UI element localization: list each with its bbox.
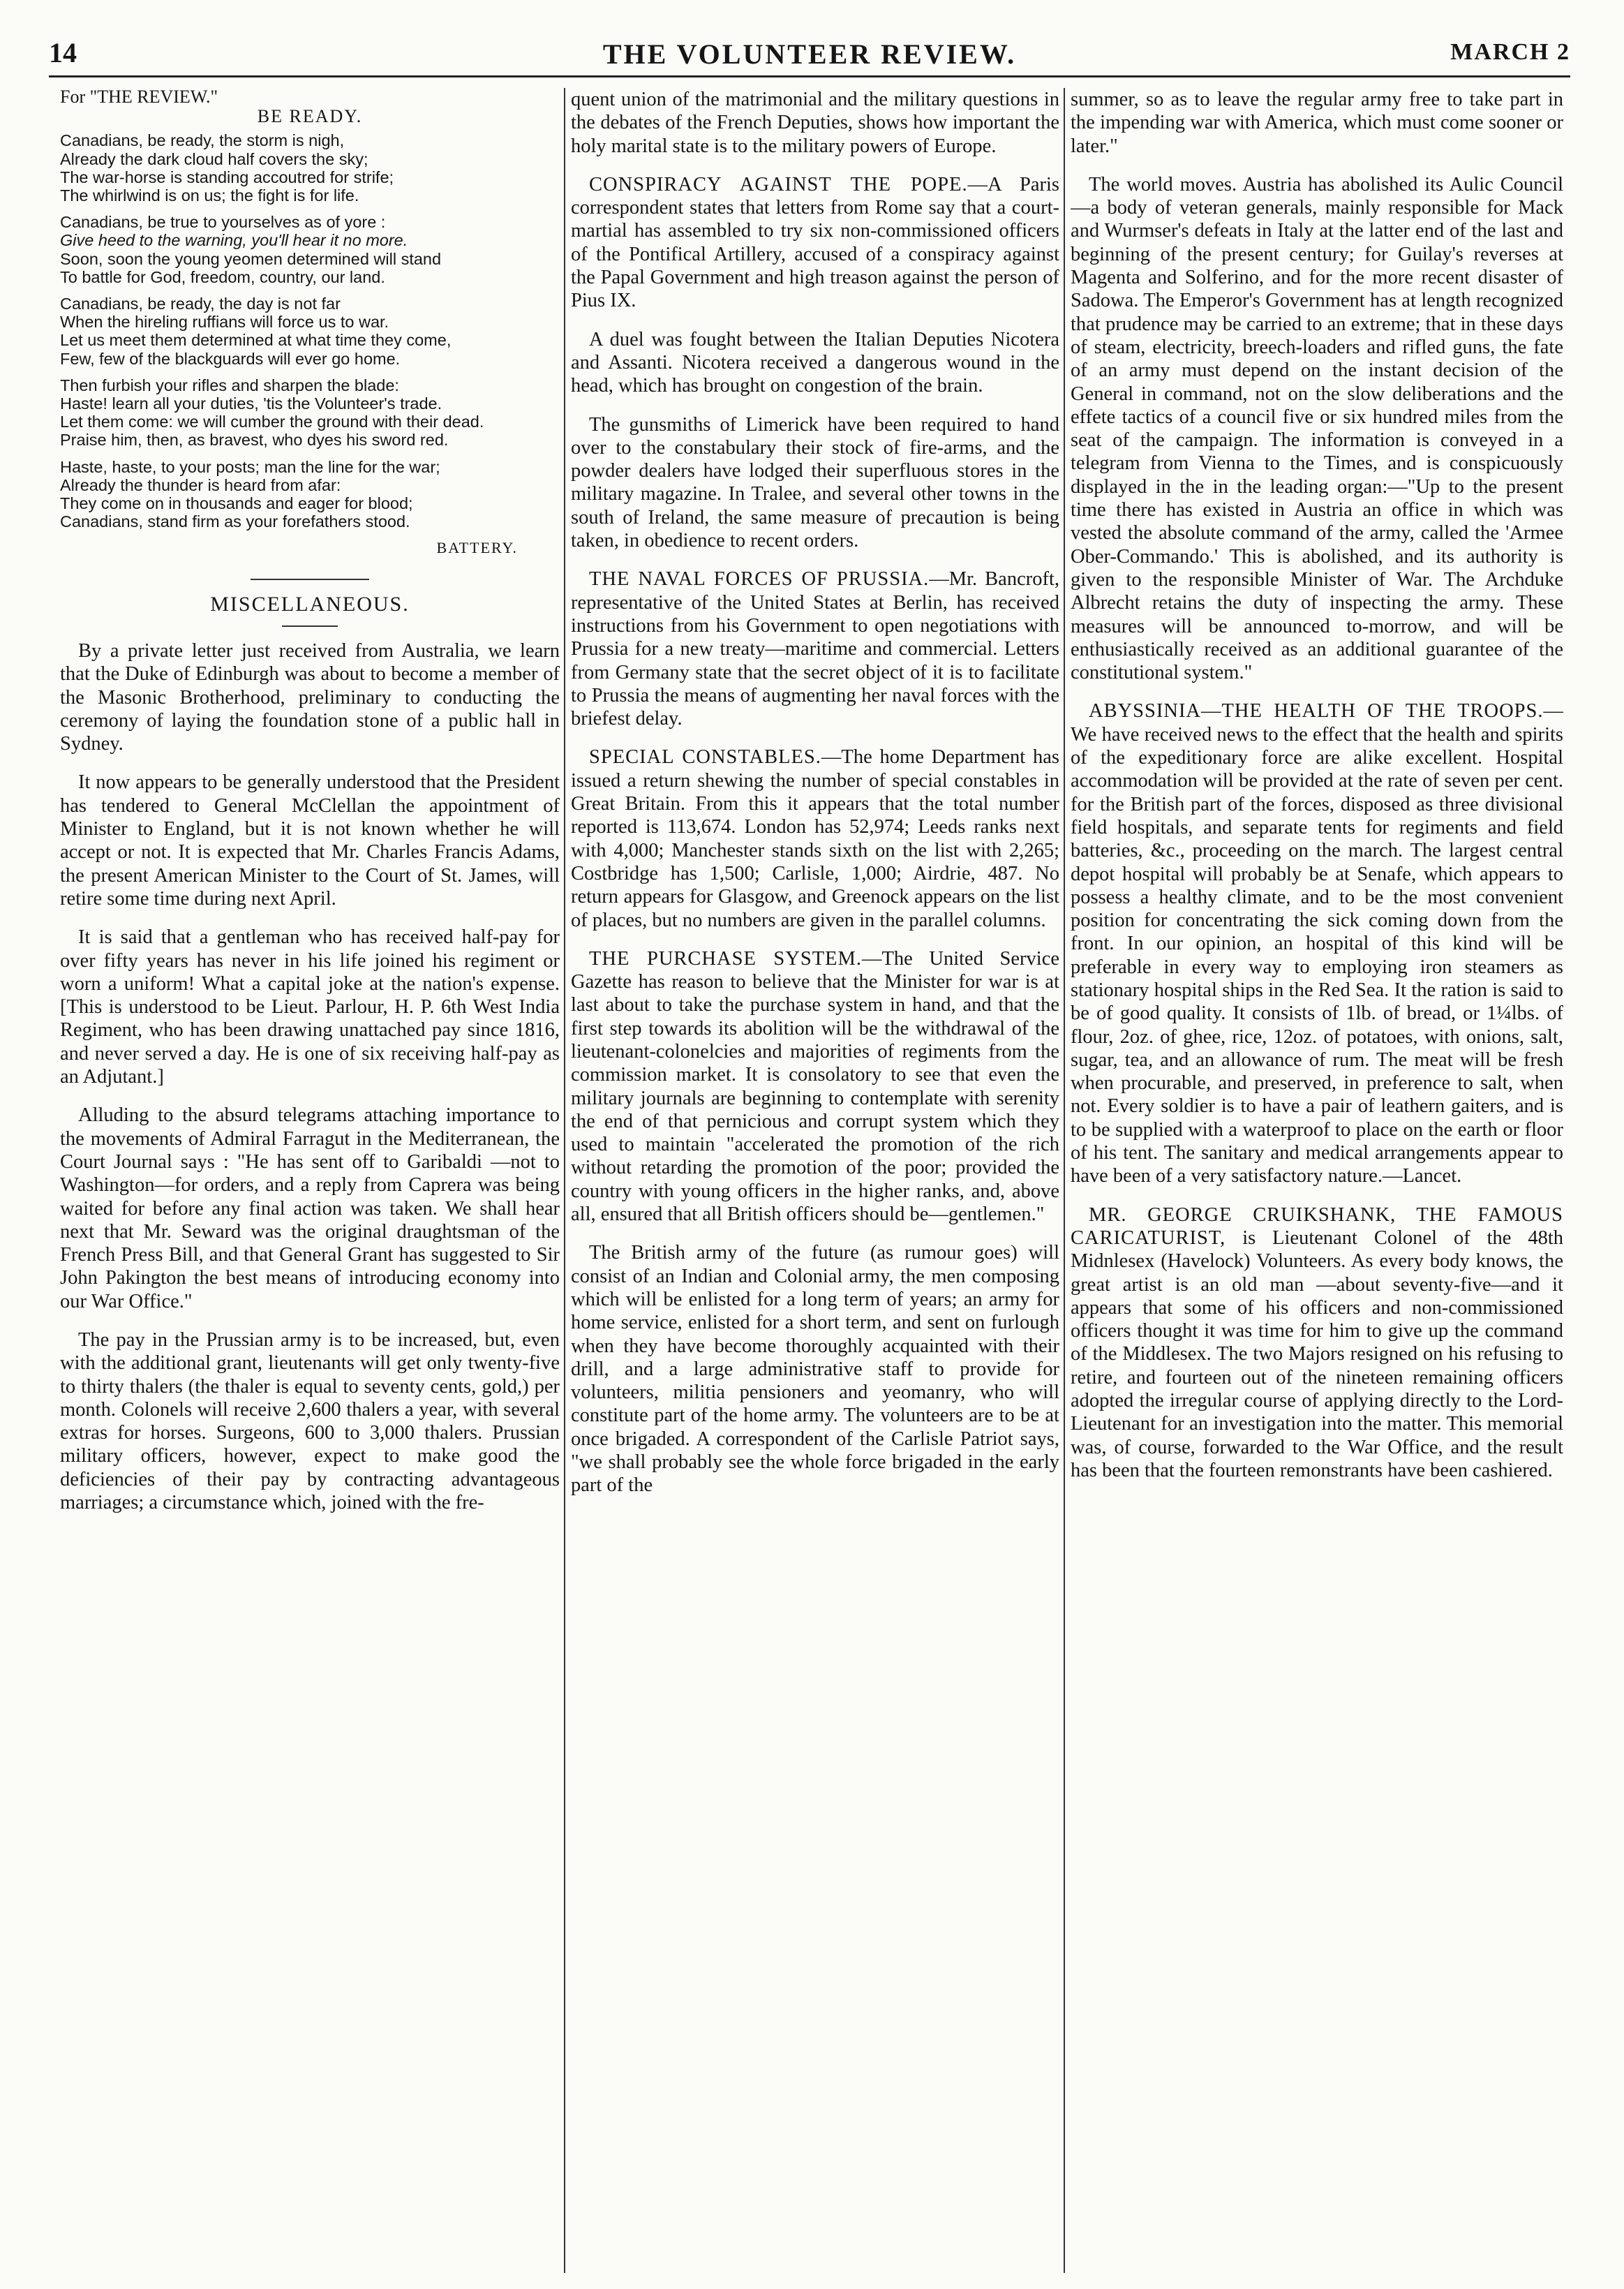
- article-item: [571, 328, 1059, 398]
- article-text: —A Paris correspondent states that letters from Rome say that a court-martial has assembled to try six non-commissioned officers of the Pontifical Artillery, accused of a conspiracy against the Papal Government and high treason against the person of Pius IX.: [571, 173, 1059, 312]
- article-text: —The home Department has issued a return shewing the number of special constables in Great Britain. From this it appears that the total number reported is 113,674. London has 52,974; Leeds ranks next with 4,000; Manchester stands sixth on the list with 2,265; Costbridge has 1,500; Carlisle, 1,000; Airdrie, 487. No return appears for Glasgow, and Greenock appears on the list of places, but no numbers are given in the parallel columns.: [571, 746, 1059, 931]
- poem-line: Praise him, then, as bravest, who dyes his sword red.: [60, 431, 449, 450]
- article-item: [571, 746, 1059, 931]
- page-number: 14: [49, 37, 77, 68]
- poem-stanza: [60, 213, 560, 286]
- poem-line: When the hireling ruffians will force us to war.: [60, 313, 389, 332]
- article-heading: SPECIAL CONSTABLES.: [589, 746, 821, 769]
- poem-stanza: [60, 458, 560, 531]
- article-text: is Lieutenant Colonel of the 48th Midnlesex (Havelock) Volunteers. As every body knows, the great artist is an old man —about seventy-five—and it appears that some of his officers and non-commissioned officers thought it was time for him to give up the command of the Middlesex. The two Majors resigned on his refusing to retire, and fourteen out of the nineteen remaining officers adopted the irregular course of applying directly to the Lord-Lieutenant for an investigation into the matter. This memorial was, of course, forwarded to the War Office, and the result has been that the fourteen remonstrants have been cashiered.: [1071, 1227, 1563, 1481]
- article-heading: CONSPIRACY AGAINST THE POPE.: [589, 173, 968, 195]
- header-rule: [49, 75, 1570, 77]
- poem-line: Let us meet them determined at what time they come,: [60, 331, 452, 350]
- article-item: [571, 413, 1059, 553]
- article-heading: THE PURCHASE SYSTEM.: [589, 947, 862, 970]
- article-paragraph: It now appears to be generally understood that the President has tendered to General McClellan the appointment of Minister to England, but it is not known whether he will accept or not. It is expected that Mr. Charles Francis Adams, the present American Minister to the Court of St. James, will retire some time during next April.: [60, 771, 560, 910]
- article-item: [571, 173, 1059, 313]
- poem-line: Haste! learn all your duties, 'tis the Volunteer's trade.: [60, 394, 442, 413]
- column-3: [1071, 88, 1563, 2269]
- article-heading: MR. GEORGE CRUIKSHANK, THE FAMOUS CARICATURIST,: [1071, 1203, 1563, 1249]
- poem-stanza: [60, 295, 560, 368]
- poem-line: The whirlwind is on us; the fight is for life.: [60, 186, 359, 205]
- column-rule-left: [564, 88, 565, 2273]
- poem-line: Already the thunder is heard from afar:: [60, 475, 341, 494]
- article-text: —Mr. Bancroft, representative of the United States at Berlin, has received instructions from his Government to open negotiations with Prussia for a new treaty—maritime and commercial. Letters from Germany state that the secret object of it is to facilitate to Prussia the means of augmenting her naval forces with the briefest delay.: [571, 568, 1059, 730]
- page-header: [49, 36, 1570, 78]
- poem-dedication: For "THE REVIEW.": [60, 88, 218, 107]
- column-rule-right: [1064, 88, 1065, 2273]
- poem-stanza: [60, 376, 560, 450]
- article-text: —We have received news to the effect that the health and spirits of the expeditionary force are alike excellent. Hospital accommodation will be provided at the rate of seven per cent. for the British part of the forces, disposed as three divisional field hospitals, and separate tents for regiments and field batteries, &c., proceeding on the march. The largest central depot hospital will probably be at Senafe, which appears to possess a healthy climate, and to be the most convenient position for concentrating the sick coming down from the front. In our opinion, an hospital of this kind will be preferable in every way to employing iron steamers as stationary hospital ships in the Red Sea. It the ration is said to be of good quality. It consists of 1lb. of bread, or 1¼lbs. of flour, 2oz. of ghee, rice, 12oz. of potatoes, with onions, salt, sugar, tea, and an allowance of rum. The meat will be fresh when procurable, and preserved, in preference to salt, when not. Every soldier is to have a pair of leathern gaiters, and is to be supplied with a waterproof to place on the earth or floor of his tent. The sanitary and medical arrangements appear to have been of a very satisfactory nature.—Lancet.: [1071, 700, 1563, 1187]
- article-heading: ABYSSINIA—THE HEALTH OF THE TROOPS.: [1089, 700, 1544, 723]
- poem-line: Let them come: we will cumber the ground with their dead.: [60, 413, 484, 431]
- poem-line: Few, few of the blackguards will ever go home.: [60, 349, 401, 368]
- poem-line: The war-horse is standing accoutred for strife;: [60, 168, 394, 186]
- poem-line: Give heed to the warning, you'll hear it no more.: [60, 231, 408, 250]
- column-1: [60, 88, 560, 2269]
- poem-line: Canadians, be ready, the day is not far: [60, 295, 341, 313]
- poem-line: To battle for God, freedom, country, our land.: [60, 267, 385, 286]
- article-text: The gunsmiths of Limerick have been required to hand over to the constabulary their stock of fire-arms, and the powder dealers have lodged their superfluous stores in the military magazine. In Tralee, and several other towns in the south of Ireland, the same measure of precaution is being taken, in obedience to recent orders.: [571, 413, 1059, 552]
- article-paragraph: By a private letter just received from Australia, we learn that the Duke of Edinburgh was about to become a member of the Masonic Brotherhood, preliminary to conducting the ceremony of laying the foundation stone of a public hall in Sydney.: [60, 639, 560, 755]
- issue-date: MARCH 2: [1450, 39, 1570, 65]
- column-2: [571, 88, 1059, 2269]
- article-text: A duel was fought between the Italian Deputies Nicotera and Assanti. Nicotera received a dangerous wound in the head, which has brought on congestion of the brain.: [571, 328, 1059, 397]
- article-paragraph: It is said that a gentleman who has received half-pay for over fifty years has never in his life joined his regiment or worn a uniform! What a capital joke at the nation's expense. [This is understood to be Lieut. Parlour, H. P. 6th West India Regiment, who has been drawing unattached pay since 1816, and never served a day. He is one of six receiving half-pay as an Adjutant.]: [60, 926, 560, 1088]
- section-separator: [60, 579, 560, 627]
- article-item: [1071, 1203, 1563, 1483]
- article-text: —The United Service Gazette has reason to believe that the Minister for war is at last about to take the purchase system in hand, and that the first step towards its abolition will be the withdrawal of the lieutenant-colonelcies and majorities of regiments from the commission market. It is consolatory to see that even the military journals are beginning to contemplate with serenity the end of that pernicious and corrupt system which they used to maintain "accelerated the promotion of the rich without retarding the promotion of the poor; provided the country with young officers in the higher ranks, and, above all, ensured that all British officers should be—gentlemen.": [571, 947, 1059, 1226]
- article-continuation: quent union of the matrimonial and the military questions in the debates of the French Deputies, shows how important the holy marital state is to the military powers of Europe.: [571, 89, 1059, 157]
- separator-rule: [282, 625, 338, 627]
- article-item: [1071, 699, 1563, 1187]
- poem-line: Canadians, be ready, the storm is nigh,: [60, 131, 345, 150]
- poem-signature: BATTERY.: [436, 539, 518, 557]
- poem: [60, 88, 560, 558]
- article-item: [571, 947, 1059, 1227]
- article-paragraph: Alluding to the absurd telegrams attaching importance to the movements of Admiral Farragut in the Mediterranean, the Court Journal says : "He has sent off to Garibaldi —not to Washington—for orders, and a reply from Caprera was being waited for before any final action was taken. We shall hear next that Mr. Seward was the original draughtsman of the French Press Bill, and that General Grant has suggested to Sir John Pakington the best means of introducing economy into our War Office.": [60, 1104, 560, 1312]
- article-item: [571, 568, 1059, 730]
- poem-line: They come on in thousands and eager for blood;: [60, 494, 413, 513]
- poem-line: Canadians, be true to yourselves as of yore :: [60, 213, 386, 232]
- masthead-title: THE VOLUNTEER REVIEW.: [602, 38, 1017, 70]
- article-heading: THE NAVAL FORCES OF PRUSSIA.: [589, 568, 930, 591]
- article-paragraph: The pay in the Prussian army is to be increased, but, even with the additional grant, lieutenants will get only twenty-five to thirty thalers (the thaler is equal to seventy cents, gold,) per month. Colonels will receive 2,600 thalers a year, with several extras for horses. Surgeons, 600 to 3,000 thalers. Prussian military officers, however, expect to make good the deficiencies of their pay by contracting advantageous marriages; a circumstance which, joined with the fre-: [60, 1328, 560, 1514]
- separator-rule: [251, 579, 369, 580]
- poem-line: Soon, soon the young yeomen determined will stand: [60, 249, 442, 268]
- poem-title: BE READY.: [257, 106, 363, 127]
- poem-line: Haste, haste, to your posts; man the line for the war;: [60, 457, 440, 476]
- article-item: [1071, 173, 1563, 685]
- article-continuation: summer, so as to leave the regular army free to take part in the impending war with America, which must come sooner or later.": [1071, 89, 1563, 157]
- article-item: [571, 1241, 1059, 1497]
- poem-line: Then furbish your rifles and sharpen the blade:: [60, 376, 399, 394]
- poem-line: Already the dark cloud half covers the sky;: [60, 149, 368, 168]
- article-text: The world moves. Austria has abolished its Aulic Council—a body of veteran generals, mainly responsible for Mack and Wurmser's defeats in Italy at the latter end of the last and beginning of the present century; for Guilay's reverses at Magenta and Solferino, and for the more recent disaster of Sadowa. The Emperor's Government has at length recognized that prudence may be carried to an extreme; that in these days of steam, electricity, breech-loaders and rifled guns, the fate of an army must depend on the instant decision of the General in command, not on the slow deliberations and the effete tactics of a council five or six hundred miles from the seat of the campaign. The information is conveyed in a telegram from Vienna to the Times, and is conspicuously displayed in the in the leading organ:—"Up to the present time there has existed in Austria an office in which was vested the absolute command of the army, called the 'Armee Ober-Commando.' This is abolished, and its authority is given to the responsible Minister of War. The Archduke Albrecht retains the duty of inspecting the army. These measures will be announced to-morrow, and will be enthusiastically received as an additional guarantee of the constitutional system.": [1071, 173, 1563, 684]
- section-title: MISCELLANEOUS.: [210, 592, 410, 616]
- poem-stanza: [60, 131, 560, 205]
- poem-line: Canadians, stand firm as your forefathers stood.: [60, 512, 410, 531]
- article-text: The British army of the future (as rumour goes) will consist of an Indian and Colonial army, the men composing which will be enlisted for a long term of years; an army for home service, enlisted for a short term, and sent on furlough when they have become thoroughly acquainted with their drill, and a large administrative staff to provide for volunteers, militia pensioners and yeomanry, who will constitute part of the home army. The volunteers are to be at once brigaded. A correspondent of the Carlisle Patriot says, "we shall probably see the whole force brigaded in the early part of the: [571, 1242, 1059, 1497]
